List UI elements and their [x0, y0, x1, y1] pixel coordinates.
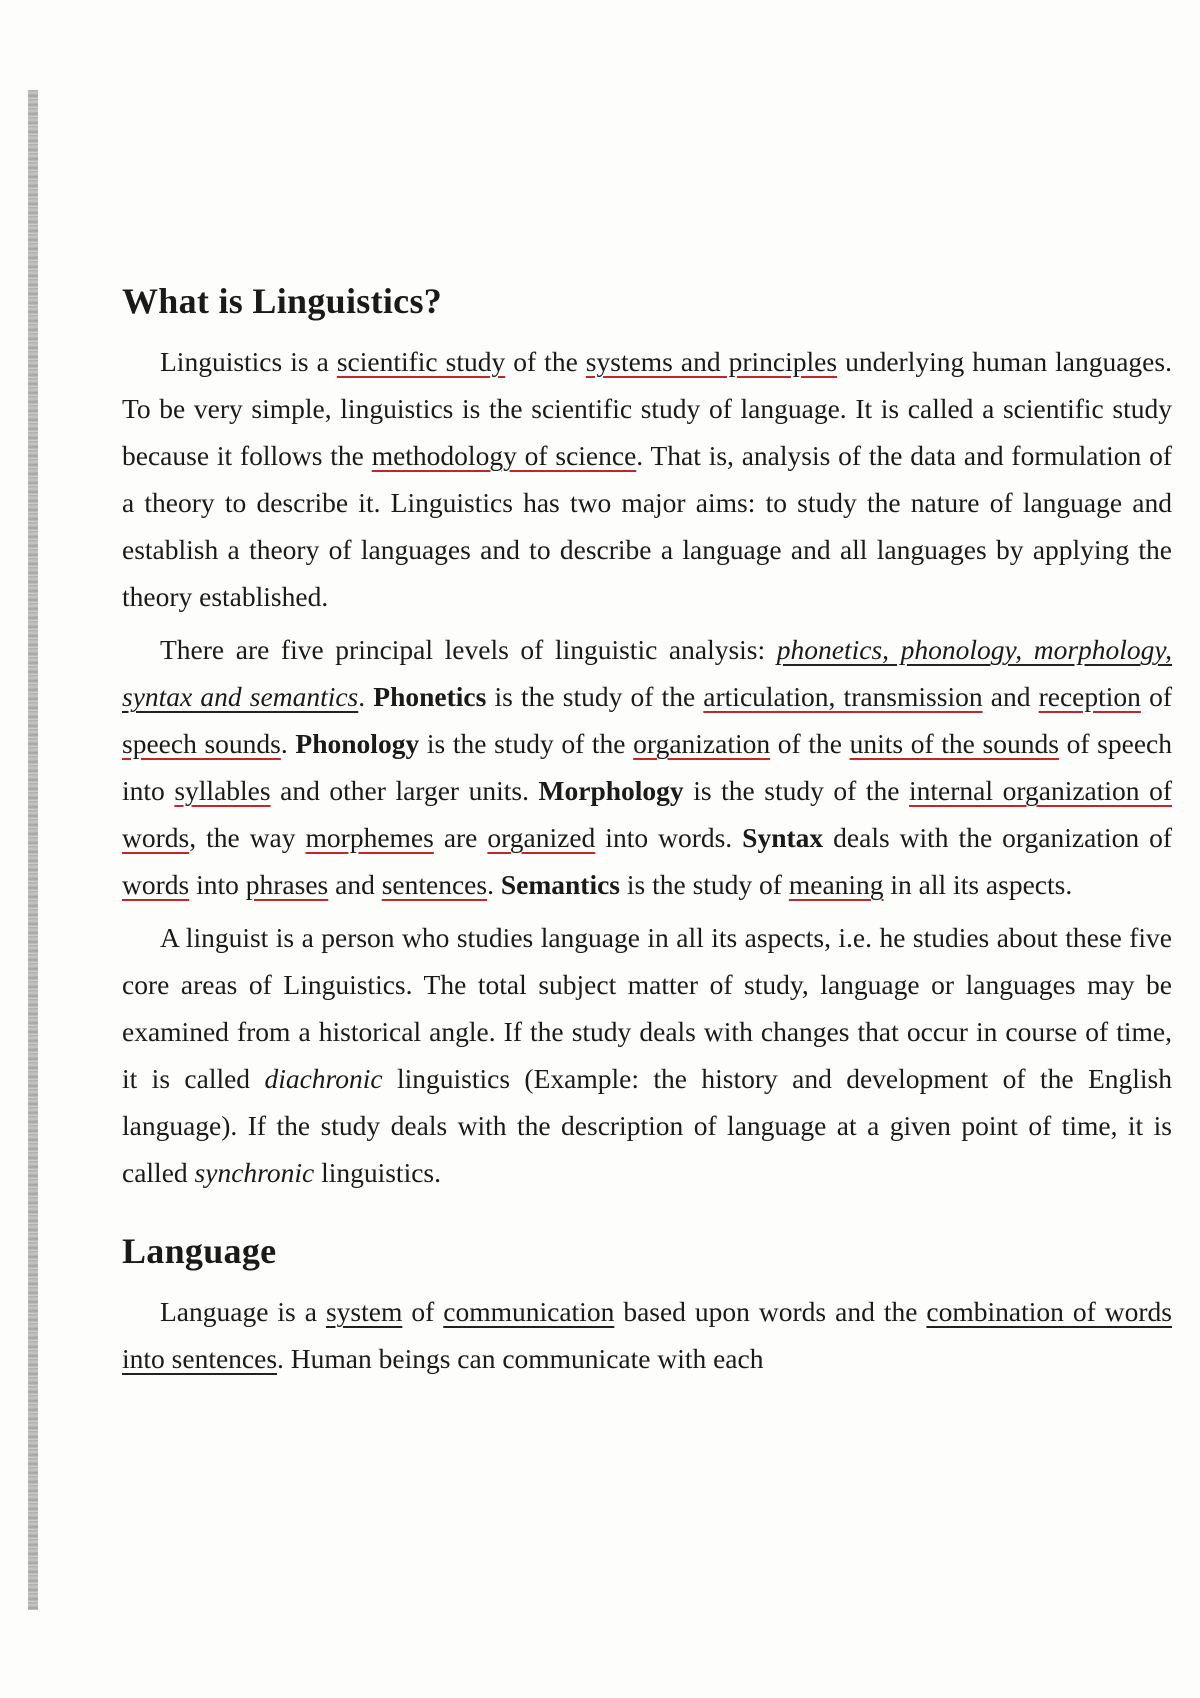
text-run-emphasis: synchronic [194, 1157, 315, 1188]
text-run: There are five principal levels of linguistic analysis: [160, 634, 777, 665]
text-run: of [1140, 681, 1172, 712]
text-run-emphasis: communication [443, 1296, 615, 1327]
text-run: Language is a [160, 1296, 326, 1327]
paragraph [122, 1288, 1172, 1382]
text-run-emphasis: phonetics, phonology, morphology, syntax and semantics [122, 634, 1172, 712]
text-run: A linguist is a person who studies language in all its aspects, i.e. he studies about these five core areas of Linguistics. The total subject matter of study, language or languages may be examined from a historical angle. If the study deals with changes that occur in course of time, it is called [122, 922, 1172, 1094]
text-run-emphasis: system [325, 1296, 403, 1327]
text-run: based upon words and the [614, 1296, 927, 1327]
text-run: underlying human languages. To be very simple, linguistics is the scientific study of language. It is called a scientific study because it follows the [122, 346, 1172, 471]
text-run-emphasis: reception [1038, 681, 1141, 712]
page-content [122, 270, 1172, 1388]
text-run-emphasis: Phonology [295, 728, 420, 759]
text-run-emphasis: methodology of science [371, 440, 637, 471]
text-run: is the study of the [683, 775, 910, 806]
text-run-emphasis: diachronic [264, 1063, 383, 1094]
text-run-emphasis: words [122, 869, 190, 900]
text-run-emphasis: Morphology [538, 775, 684, 806]
text-run: in all its aspects. [883, 869, 1073, 900]
text-run: is the study of [620, 869, 789, 900]
text-run: linguistics (Example: the history and development of the English language). If the study deals with the description of language at a given point of time, it is called [122, 1063, 1172, 1188]
section-heading-linguistics: What is Linguistics? [122, 281, 443, 321]
text-run: and [982, 681, 1039, 712]
text-run-emphasis: internal organization of words [122, 775, 1172, 853]
text-run: . [487, 869, 501, 900]
scan-binding-edge [28, 90, 38, 1610]
text-run: . [280, 728, 296, 759]
text-run-emphasis: organized [487, 822, 596, 853]
text-run: , the way [189, 822, 306, 853]
text-run: and [328, 869, 382, 900]
text-run: is the study of the [486, 681, 704, 712]
text-run: of speech into [122, 728, 1172, 806]
text-run-emphasis: combination of words into sentences [122, 1296, 1173, 1374]
section-heading-language: Language [122, 1231, 277, 1271]
text-run-emphasis: Phonetics [373, 681, 487, 712]
text-run: . [358, 681, 374, 712]
text-run: are [433, 822, 488, 853]
text-run: into words. [595, 822, 743, 853]
text-run-emphasis: systems and principles [585, 346, 838, 377]
text-run-emphasis: syllables [174, 775, 271, 806]
text-run-emphasis: scientific study [336, 346, 506, 377]
text-run: of the [770, 728, 850, 759]
text-run: . Human beings can communicate with each [277, 1343, 764, 1374]
text-run: Linguistics is a [160, 346, 337, 377]
text-run-emphasis: Syntax [742, 822, 824, 853]
text-run: of the [505, 346, 586, 377]
text-run: . That is, analysis of the data and formulation of a theory to describe it. Linguistics has two major aims: to study the nature of language and establish a theory of languages and to describe a language and all languages by applying the theory established. [122, 440, 1172, 612]
text-run: and other larger units. [270, 775, 539, 806]
text-run-emphasis: meaning [788, 869, 884, 900]
text-run-emphasis: sentences [381, 869, 488, 900]
text-run-emphasis: units of the sounds [849, 728, 1059, 759]
text-run-emphasis: articulation, transmission [703, 681, 983, 712]
text-run-emphasis: speech sounds [122, 728, 281, 759]
text-run-emphasis: Semantics [500, 869, 621, 900]
text-run: deals with the organization of [823, 822, 1172, 853]
text-run-emphasis: morphemes [305, 822, 434, 853]
text-run: is the study of the [419, 728, 634, 759]
text-run: linguistics. [314, 1157, 441, 1188]
text-run: of [402, 1296, 444, 1327]
text-run: into [189, 869, 246, 900]
paragraph [122, 626, 1172, 908]
text-run-emphasis: organization [633, 728, 771, 759]
paragraph [122, 338, 1172, 620]
paragraph [122, 914, 1172, 1196]
text-run-emphasis: phrases [245, 869, 329, 900]
